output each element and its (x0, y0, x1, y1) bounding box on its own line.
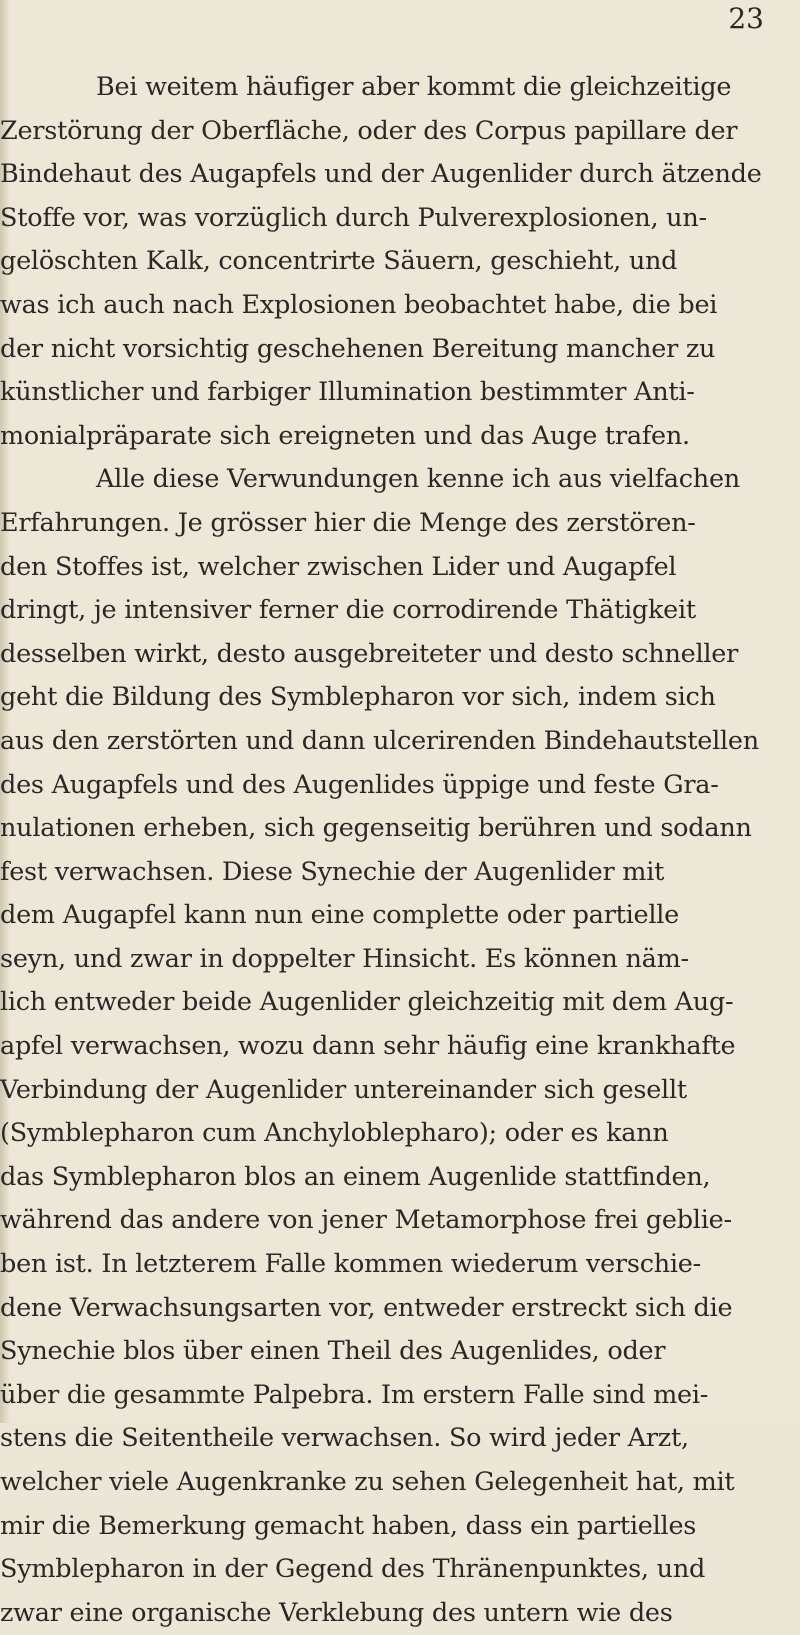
text-line: dringt, je intensiver ferner die corrodirende Thätigkeit (0, 595, 696, 626)
page-text (0, 66, 790, 1635)
text-line: des Augapfels und des Augenlides üppige und feste Gra- (0, 769, 719, 800)
text-line: aus den zerstörten und dann ulcerirenden Bindehautstellen (0, 725, 759, 756)
text-line: dem Augapfel kann nun eine complette oder partielle (0, 900, 680, 931)
text-line: ben ist. In letzterem Falle kommen wiederum verschie- (0, 1249, 702, 1280)
text-line: desselben wirkt, desto ausgebreiteter und desto schneller (0, 638, 739, 669)
text-line: stens die Seitentheile verwachsen. So wird jeder Arzt, (0, 1423, 689, 1454)
text-line: seyn, und zwar in doppelter Hinsicht. Es können näm- (0, 943, 689, 974)
text-line: Bindehaut des Augapfels und der Augenlider durch ätzende (0, 159, 762, 190)
text-line: apfel verwachsen, wozu dann sehr häufig eine krankhafte (0, 1031, 736, 1062)
text-line: der nicht vorsichtig geschehenen Bereitung mancher zu (0, 333, 716, 364)
text-line: Synechie blos über einen Theil des Augenlides, oder (0, 1336, 666, 1367)
text-line: welcher viele Augenkranke zu sehen Gelegenheit hat, mit (0, 1467, 735, 1497)
text-line: Verbindung der Augenlider untereinander sich gesellt (0, 1074, 687, 1105)
text-line: künstlicher und farbiger Illumination bestimmter Anti- (0, 377, 695, 408)
text-line: was ich auch nach Explosionen beobachtet habe, die bei (0, 289, 718, 320)
text-line: über die gesammte Palpebra. Im erstern Falle sind mei- (0, 1379, 709, 1410)
text-line: lich entweder beide Augenlider gleichzeitig mit dem Aug- (0, 987, 734, 1018)
text-line: Erfahrungen. Je grösser hier die Menge des zerstören- (0, 507, 696, 538)
text-line: Stoffe vor, was vorzüglich durch Pulverexplosionen, un- (0, 202, 707, 233)
text-line: dene Verwachsungsarten vor, entweder erstreckt sich die (0, 1292, 733, 1323)
text-line: Bei weitem häufiger aber kommt die gleichzeitige (96, 72, 732, 102)
text-line: nulationen erheben, sich gegenseitig berühren und sodann (0, 813, 752, 844)
text-line: zwar eine organische Verklebung des untern wie des (0, 1597, 673, 1628)
text-line: Zerstörung der Oberfläche, oder des Corpus papillare der (0, 115, 738, 146)
text-line: gelöschten Kalk, concentrirte Säuern, geschieht, und (0, 246, 678, 277)
text-line: während das andere von jener Metamorphose frei geblie- (0, 1205, 732, 1236)
text-line: das Symblepharon blos an einem Augenlide stattfinden, (0, 1161, 711, 1192)
text-line: (Symblepharon cum Anchyloblepharo); oder es kann (0, 1118, 669, 1149)
text-line: Symblepharon in der Gegend des Thränenpunktes, und (0, 1554, 706, 1585)
text-line: mir die Bemerkung gemacht haben, dass ein partielles (0, 1510, 697, 1541)
text-line: monialpräparate sich ereigneten und das Auge trafen. (0, 420, 690, 451)
text-line: geht die Bildung des Symblepharon vor sich, indem sich (0, 682, 716, 713)
page-number: 23 (728, 2, 764, 35)
text-line: den Stoffes ist, welcher zwischen Lider und Augapfel (0, 551, 677, 582)
text-line: fest verwachsen. Diese Synechie der Augenlider mit (0, 856, 665, 887)
text-line: Alle diese Verwundungen kenne ich aus vielfachen (96, 464, 740, 495)
